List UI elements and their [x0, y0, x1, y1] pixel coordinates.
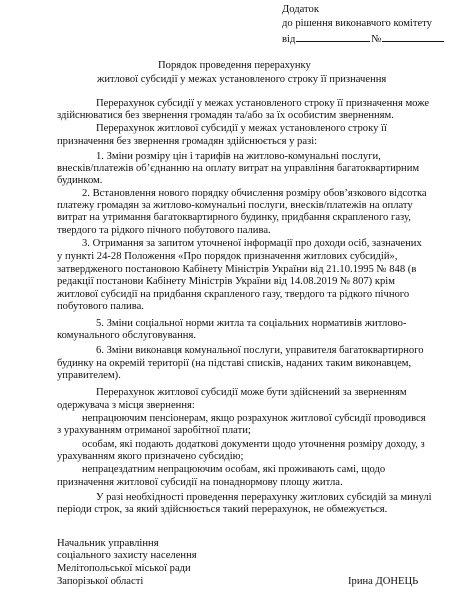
body-line: призначення житлової субсидії на понаднормову площу житла. [57, 477, 343, 488]
body-line: будинком. [57, 175, 103, 186]
date-prefix: від [282, 34, 296, 45]
title-line-1: Порядок проведення перерахунку [158, 60, 311, 71]
signatory-position-1: Начальник управління [57, 538, 159, 549]
body-line: 3. Отримання за запитом уточненої інформації про доходи осіб, зазначених [82, 238, 422, 249]
body-line: призначення без звернення громадян здійснюється у разі: [57, 136, 318, 147]
signatory-position-2: соціального захисту населення [57, 550, 197, 561]
body-line: 2. Встановлення нового порядку обчислення розміру обов’язкового відсотка [82, 188, 427, 199]
date-blank [296, 32, 370, 42]
body-line: внесків/платежів об’єднанню на оплату витрат на управління багатоквартирним [57, 163, 420, 174]
body-line: побутового палива. [57, 301, 144, 312]
body-line: у пункті 24-28 Положення «Про порядок призначення житлових субсидій», [57, 251, 398, 262]
title-line-2: житлової субсидії у межах установленого строку її призначення [97, 74, 387, 85]
body-line: затвердженого постановою Кабінету Міністрів України від 21.10.1995 № 848 (в [57, 264, 417, 275]
body-line: платежу громадян за житлово-комунальні послуги, внесків/платежів на оплату [57, 200, 413, 211]
body-line: особам, які подають додаткові документи щодо уточнення розміру доходу, з [82, 439, 425, 450]
appendix-label: Додаток [282, 4, 319, 15]
number-blank [382, 32, 444, 42]
body-line: Перерахунок житлової субсидії у межах установленого строку її [96, 123, 387, 134]
body-line: непрацездатним непрацюючим особам, які проживають самі, щодо [82, 464, 386, 475]
body-line: твердого та рідкого пічного побутового палива. [57, 225, 271, 236]
body-line: періоди строк, за який здійснюється такий перерахунок, не обмежується. [57, 504, 388, 515]
body-line: управителем). [57, 370, 121, 381]
body-line: редакції постанови Кабінету Міністрів України від 14.08.2019 № 807) крім [57, 276, 395, 287]
body-line: урахуванням якого призначено субсидію; [57, 451, 244, 462]
appendix-date-line [282, 32, 444, 46]
number-sign: № [371, 34, 382, 45]
signatory-name: Ірина ДОНЕЦЬ [348, 576, 419, 587]
body-line: непрацюючим пенсіонерам, якщо розрахунок житлової субсидії проводився [82, 413, 426, 424]
signatory-position-4: Запорізької області [57, 576, 144, 587]
body-line: Перерахунок субсидії у межах установленого строку її призначення може [96, 98, 430, 109]
body-line: Перерахунок житлової субсидії може бути здійснений за зверненням [96, 387, 407, 398]
body-line: житлової субсидії на придбання скрапленого газу, твердого та рідкого пічного [57, 289, 410, 300]
body-line: будинку на окремій території (на підставі списків, наданих таким виконавцем, [57, 358, 412, 369]
body-line: здійснюватися без звернення громадян та/або за їх особистим зверненням. [57, 110, 394, 121]
body-line: У разі необхідності проведення перерахунку житлових субсидій за минулі [96, 492, 432, 503]
body-line: одержувача з місця звернення: [57, 400, 195, 411]
body-line: комунального обслуговування. [57, 330, 196, 341]
signatory-position-3: Мелітопольської міської ради [57, 563, 191, 574]
appendix-decision: до рішення виконавчого комітету [282, 18, 432, 29]
body-line: 6. Зміни виконавця комунальної послуги, управителя багатоквартирного [96, 345, 424, 356]
body-line: 5. Зміни соціальної норми житла та соціальних нормативів житлово- [96, 318, 407, 329]
body-line: витрат на утримання багатоквартирного будинку, придбання скрапленого газу, [57, 212, 411, 223]
body-line: 1. Зміни розміру цін і тарифів на житлово-комунальні послуги, [96, 151, 381, 162]
body-line: з урахуванням отриманої заробітної плати; [57, 425, 251, 436]
